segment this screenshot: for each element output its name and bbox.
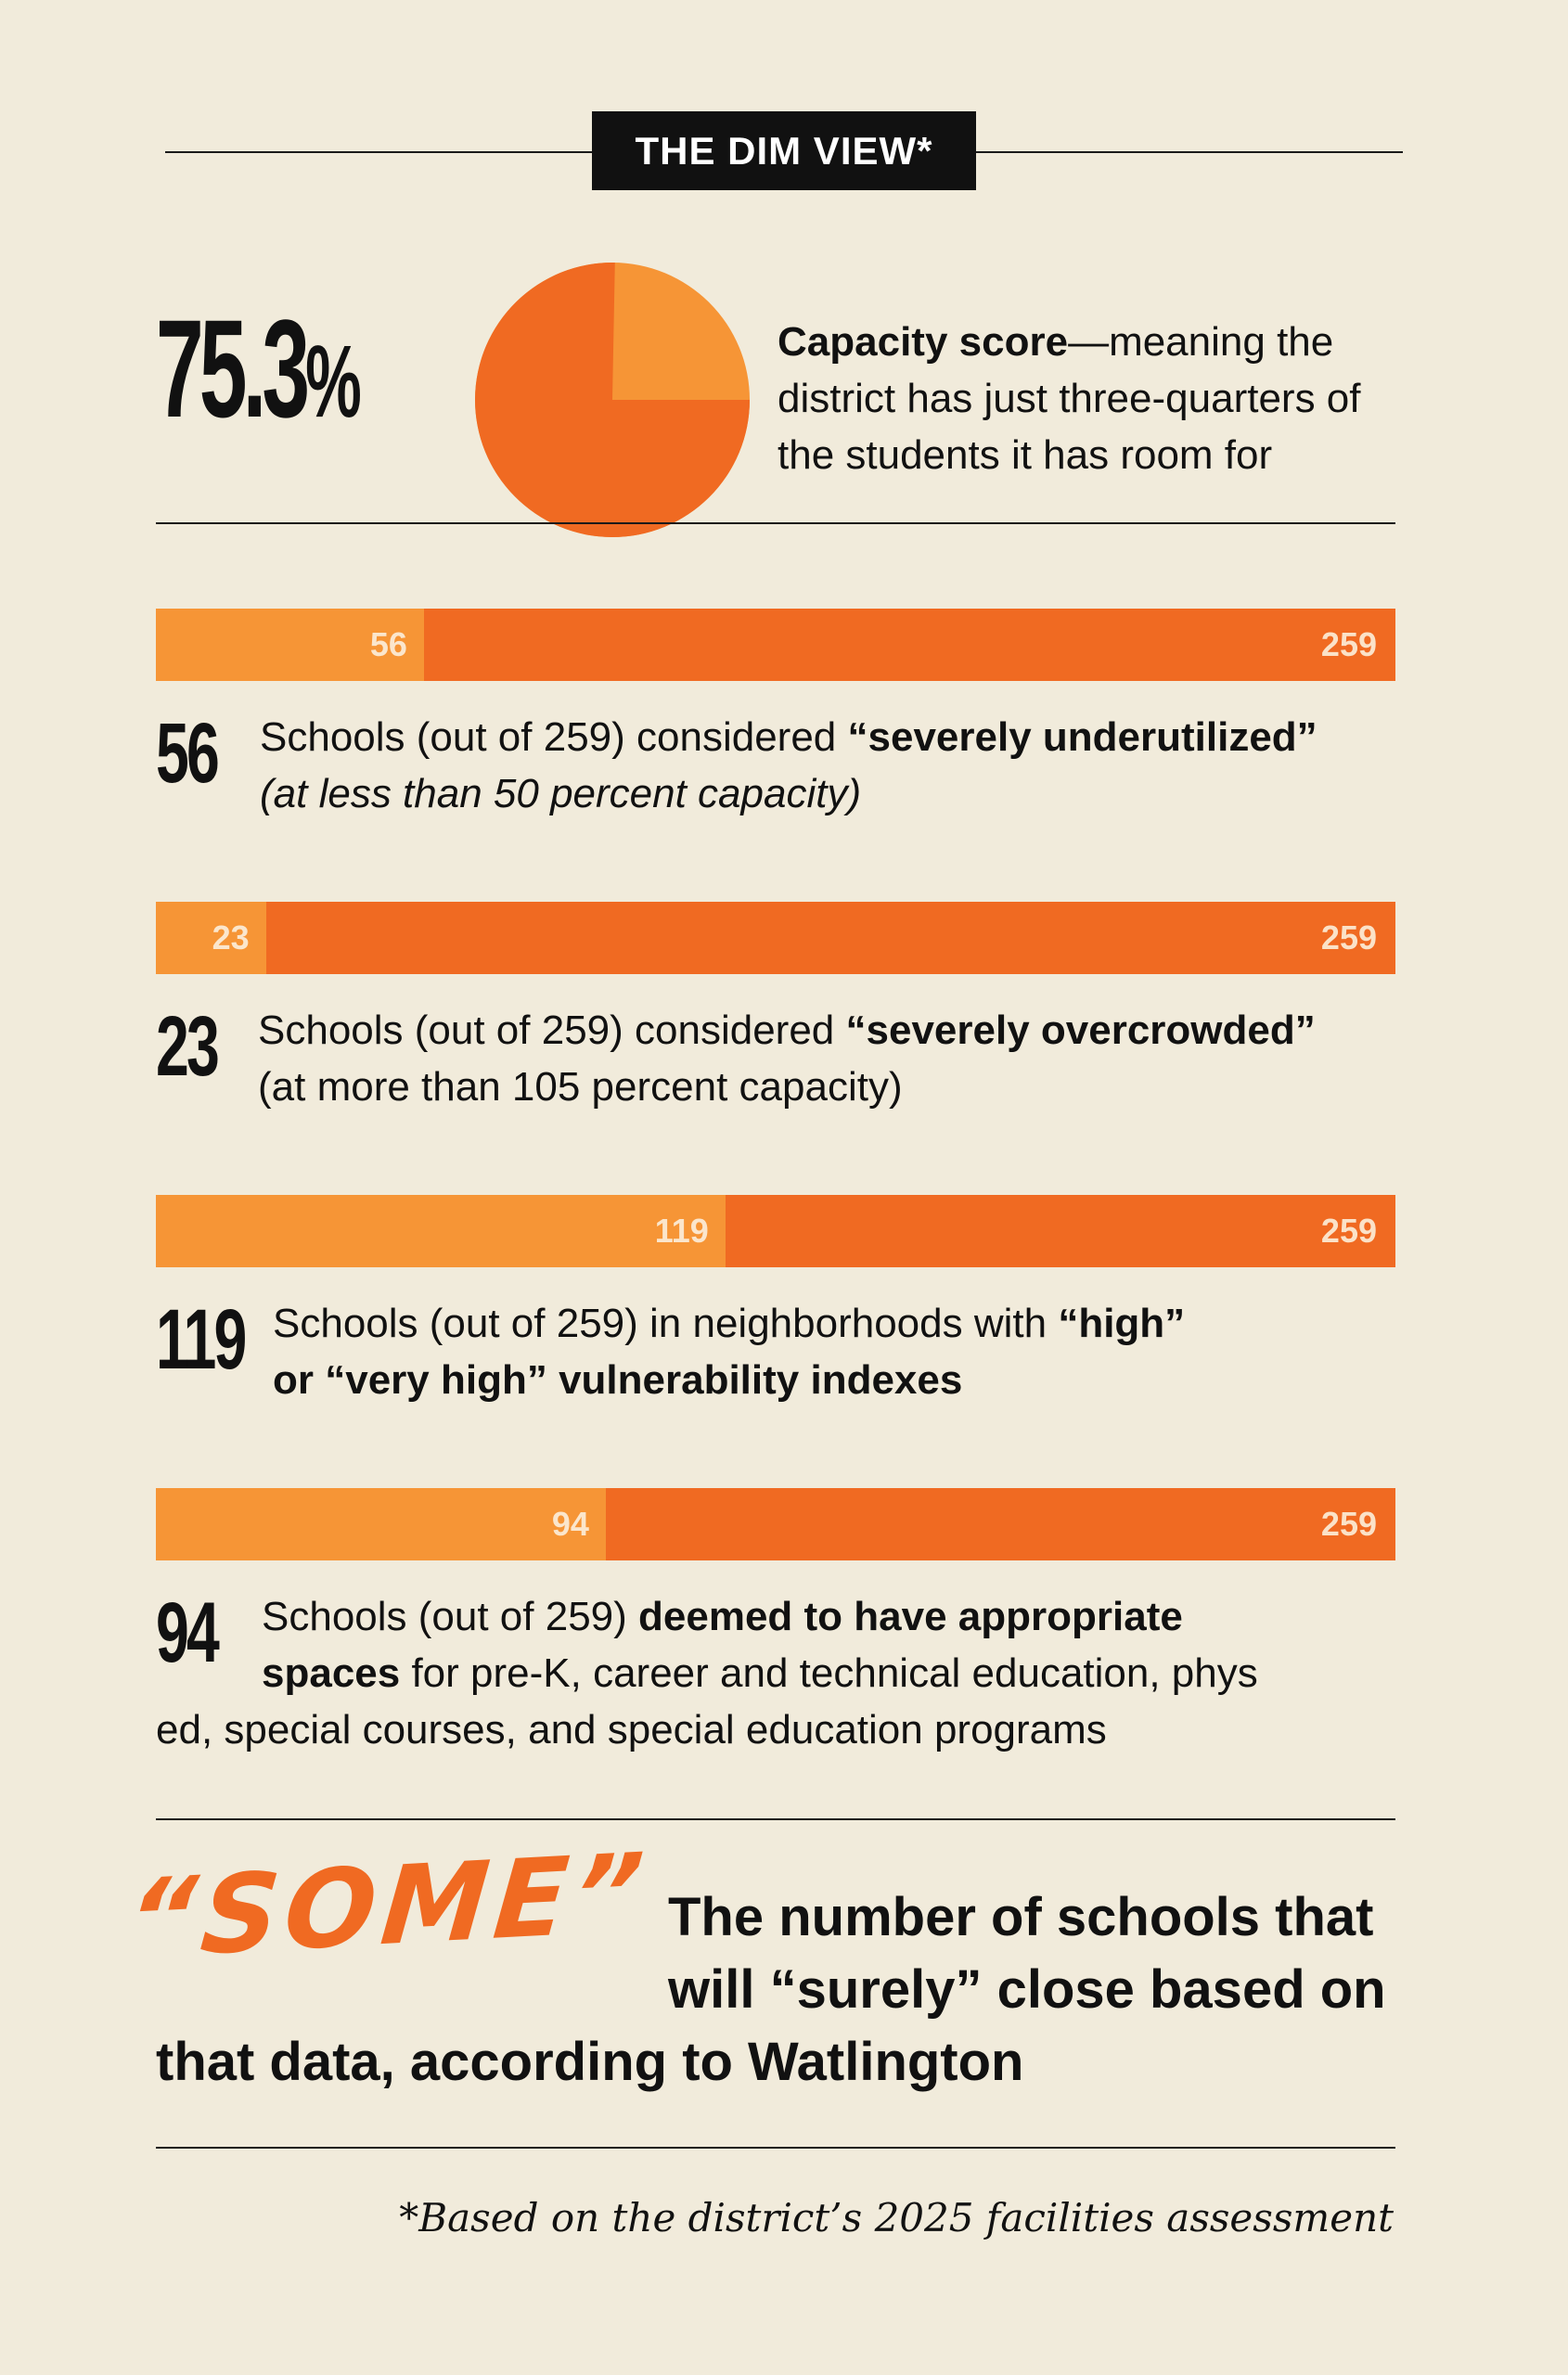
stat-line2: (at more than 105 percent capacity) bbox=[258, 1064, 903, 1110]
stat-line2-bold: spaces bbox=[262, 1650, 401, 1696]
stat-emphasis: deemed to have appropriate bbox=[638, 1594, 1183, 1639]
bar-total-label: 259 bbox=[1320, 918, 1377, 956]
divider-footnote bbox=[156, 2147, 1395, 2149]
some-line1: The number of schools that bbox=[668, 1887, 1374, 1947]
header-rule-right bbox=[974, 151, 1403, 153]
bar-value-label: 119 bbox=[654, 1212, 709, 1250]
capacity-percent-sign: % bbox=[305, 325, 362, 439]
stat-line2: for pre-K, career and technical education, phys bbox=[400, 1650, 1258, 1696]
divider-some bbox=[156, 1818, 1395, 1820]
some-line3: that data, according to Watlington bbox=[156, 2032, 1024, 2092]
capacity-description bbox=[778, 314, 1446, 483]
stat-text-appropriate-spaces-line3: ed, special courses, and special education programs bbox=[156, 1707, 1107, 1752]
bar-total-label: 259 bbox=[1320, 625, 1377, 663]
capacity-pie-chart bbox=[475, 263, 750, 537]
divider-capacity bbox=[156, 522, 1395, 524]
bar-value-label: 56 bbox=[369, 625, 407, 663]
stat-line1: Schools (out of 259) considered bbox=[258, 1008, 846, 1053]
bar-total-label: 259 bbox=[1320, 1505, 1377, 1543]
some-line2: will “surely” close based on bbox=[668, 1959, 1386, 2020]
header-rule-left bbox=[165, 151, 594, 153]
stat-emphasis: “high” bbox=[1058, 1301, 1186, 1346]
capacity-percent bbox=[156, 290, 362, 446]
header-title: THE DIM VIEW* bbox=[592, 111, 976, 190]
stat-text-overcrowded bbox=[258, 1002, 1316, 1115]
some-word: “SOME” bbox=[121, 1829, 654, 1983]
bar-row-vulnerability bbox=[156, 1195, 1395, 1267]
capacity-desc-line1: —meaning the bbox=[1068, 319, 1334, 365]
bar-value-label: 94 bbox=[551, 1505, 589, 1543]
stat-line2: (at less than 50 percent capacity) bbox=[260, 771, 862, 816]
stat-line1: Schools (out of 259) bbox=[262, 1594, 639, 1639]
stat-emphasis: “severely overcrowded” bbox=[845, 1008, 1316, 1053]
stat-number-appropriate-spaces: 94 bbox=[156, 1585, 218, 1680]
stat-number-vulnerability: 119 bbox=[156, 1292, 245, 1387]
stat-line1: Schools (out of 259) in neighborhoods with bbox=[273, 1301, 1059, 1346]
stat-line2: or “very high” vulnerability indexes bbox=[273, 1357, 963, 1403]
stat-text-appropriate-spaces bbox=[262, 1588, 1258, 1701]
capacity-label: Capacity score bbox=[778, 319, 1069, 365]
stat-number-overcrowded: 23 bbox=[156, 999, 218, 1094]
bar-row-appropriate-spaces bbox=[156, 1488, 1395, 1560]
stat-emphasis: “severely underutilized” bbox=[847, 714, 1317, 760]
stat-text-underutilized bbox=[260, 709, 1317, 822]
capacity-desc-line2: district has just three-quarters of bbox=[778, 376, 1361, 421]
bar-row-underutilized bbox=[156, 609, 1395, 681]
stat-number-underutilized: 56 bbox=[156, 706, 218, 801]
bar-value-label: 23 bbox=[212, 918, 250, 956]
bar-total-label: 259 bbox=[1320, 1212, 1377, 1250]
footnote: *Based on the district’s 2025 facilities assessment bbox=[399, 2195, 1394, 2240]
bar-row-overcrowded bbox=[156, 902, 1395, 974]
stat-text-vulnerability bbox=[273, 1295, 1185, 1408]
stat-line1: Schools (out of 259) considered bbox=[260, 714, 848, 760]
capacity-desc-line3: the students it has room for bbox=[778, 432, 1273, 478]
capacity-value: 75.3 bbox=[156, 290, 306, 446]
